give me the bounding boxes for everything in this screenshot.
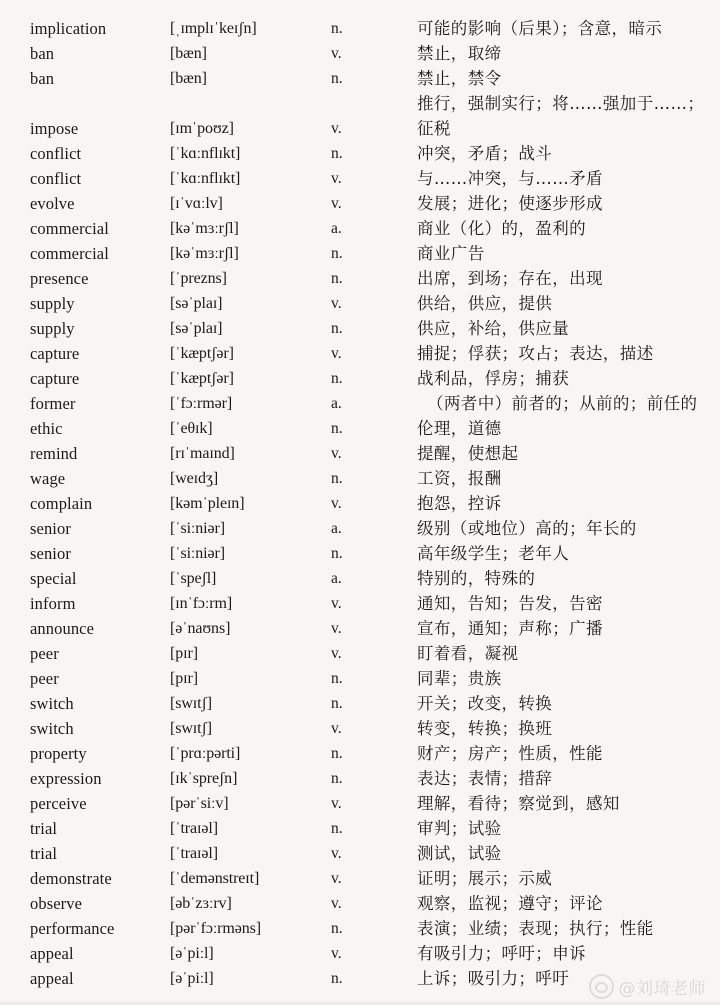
word-text: implication — [30, 19, 107, 38]
phonetic-text: [ɪmˈpoʊz] — [170, 120, 234, 137]
part-of-speech-text: v. — [331, 45, 342, 62]
definition-text: 通知，告知；告发，告密 — [417, 594, 603, 613]
part-of-speech-text: n. — [331, 420, 343, 437]
part-of-speech-text: n. — [331, 695, 343, 712]
word-text: remind — [30, 444, 78, 463]
phonetic-text: [kəmˈpleɪn] — [170, 495, 245, 512]
vocabulary-row — [0, 116, 720, 141]
word-text: commercial — [30, 244, 109, 263]
vocabulary-row — [0, 766, 720, 791]
vocabulary-row — [0, 41, 720, 66]
part-of-speech-text: v. — [331, 895, 342, 912]
vocabulary-rows — [0, 16, 720, 991]
part-of-speech-text: n. — [331, 370, 343, 387]
word-text: presence — [30, 269, 89, 288]
vocabulary-row — [0, 66, 720, 91]
phonetic-text: [əˈnaʊns] — [170, 620, 231, 637]
vocabulary-row — [0, 266, 720, 291]
part-of-speech-text: n. — [331, 470, 343, 487]
part-of-speech-text: v. — [331, 595, 342, 612]
definition-text: 开关；改变，转换 — [417, 694, 553, 713]
word-text: expression — [30, 769, 102, 788]
definition-text: 可能的影响（后果）；含意，暗示 — [417, 19, 663, 38]
phonetic-text: [pərˈsiːv] — [170, 795, 229, 812]
vocabulary-row — [0, 841, 720, 866]
part-of-speech-text: a. — [331, 220, 342, 237]
vocabulary-row — [0, 891, 720, 916]
part-of-speech-text: v. — [331, 645, 342, 662]
word-text: trial — [30, 844, 58, 863]
word-text: former — [30, 394, 76, 413]
phonetic-text: [ɪˈvɑːlv] — [170, 195, 223, 212]
part-of-speech-text: v. — [331, 345, 342, 362]
word-text: wage — [30, 469, 66, 488]
definition-text: 证明；展示；示威 — [417, 869, 553, 888]
part-of-speech-text: n. — [331, 145, 343, 162]
phonetic-text: [ˈkæptʃər] — [170, 345, 234, 362]
definition-text: （两者中）前者的；从前的；前任的 — [427, 394, 698, 413]
definition-text: 商业广告 — [417, 244, 485, 263]
definition-text: 出席，到场；存在，出现 — [417, 269, 603, 288]
part-of-speech-text: n. — [331, 320, 343, 337]
vocabulary-row — [0, 166, 720, 191]
vocabulary-row — [0, 616, 720, 641]
definition-text: 与……冲突，与……矛盾 — [417, 169, 603, 188]
phonetic-text: [ˌɪmplɪˈkeɪʃn] — [170, 20, 257, 37]
phonetic-text: [pɪr] — [170, 645, 198, 662]
definition-text: 提醒，使想起 — [417, 444, 519, 463]
vocabulary-row — [0, 91, 720, 116]
word-text: switch — [30, 719, 74, 738]
vocabulary-row — [0, 516, 720, 541]
phonetic-text: [ˈkæptʃər] — [170, 370, 234, 387]
definition-text: 推行，强制实行；将……强加于……； — [417, 94, 705, 113]
part-of-speech-text: v. — [331, 495, 342, 512]
word-text: announce — [30, 619, 95, 638]
vocabulary-row — [0, 241, 720, 266]
definition-text: 级别（或地位）高的；年长的 — [417, 519, 637, 538]
phonetic-text: [swɪtʃ] — [170, 720, 212, 737]
vocabulary-row — [0, 741, 720, 766]
definition-text: 商业（化）的，盈利的 — [417, 219, 586, 238]
definition-text: 盯着看，凝视 — [417, 644, 519, 663]
definition-text: 观察，监视；遵守；评论 — [417, 894, 603, 913]
definition-text: 冲突，矛盾；战斗 — [417, 144, 553, 163]
part-of-speech-text: v. — [331, 720, 342, 737]
part-of-speech-text: n. — [331, 745, 343, 762]
definition-text: 上诉；吸引力；呼吁 — [417, 969, 570, 988]
vocabulary-row — [0, 691, 720, 716]
part-of-speech-text: a. — [331, 520, 342, 537]
word-text: perceive — [30, 794, 87, 813]
phonetic-text: [ˈsiːniər] — [170, 545, 225, 562]
vocabulary-row — [0, 566, 720, 591]
part-of-speech-text: v. — [331, 120, 342, 137]
phonetic-text: [ˈfɔːrmər] — [170, 395, 233, 412]
phonetic-text: [kəˈmɜːrʃl] — [170, 245, 239, 262]
watermark-handle: @刘琦老师 — [618, 979, 706, 999]
vocabulary-row — [0, 866, 720, 891]
phonetic-text: [weɪdʒ] — [170, 470, 219, 487]
part-of-speech-text: v. — [331, 620, 342, 637]
word-text: ban — [30, 69, 55, 88]
vocabulary-row — [0, 191, 720, 216]
phonetic-text: [swɪtʃ] — [170, 695, 212, 712]
definition-text: 表达；表情；措辞 — [417, 769, 553, 788]
phonetic-text: [ɪnˈfɔːrm] — [170, 595, 233, 612]
part-of-speech-text: v. — [331, 170, 342, 187]
definition-text: 工资，报酬 — [417, 469, 502, 488]
definition-text: 测试，试验 — [417, 844, 502, 863]
part-of-speech-text: n. — [331, 820, 343, 837]
phonetic-text: [pərˈfɔːrməns] — [170, 920, 261, 937]
vocabulary-row — [0, 591, 720, 616]
definition-text: 抱怨，控诉 — [417, 494, 502, 513]
phonetic-text: [bæn] — [170, 45, 207, 62]
part-of-speech-text: v. — [331, 795, 342, 812]
definition-text: 战利品，俘房；捕获 — [417, 369, 570, 388]
part-of-speech-text: n. — [331, 970, 343, 987]
phonetic-text: [ˈtraɪəl] — [170, 845, 218, 862]
part-of-speech-text: n. — [331, 920, 343, 937]
word-text: senior — [30, 544, 71, 563]
vocabulary-row — [0, 216, 720, 241]
phonetic-text: [səˈplaɪ] — [170, 295, 223, 312]
word-text: switch — [30, 694, 74, 713]
vocabulary-row — [0, 341, 720, 366]
word-text: impose — [30, 119, 79, 138]
word-text: evolve — [30, 194, 75, 213]
phonetic-text: [ˈkɑːnflɪkt] — [170, 170, 241, 187]
definition-text: 财产；房产；性质，性能 — [417, 744, 603, 763]
word-text: demonstrate — [30, 869, 112, 888]
phonetic-text: [ˈdemənstreɪt] — [170, 870, 260, 887]
word-text: observe — [30, 894, 83, 913]
vocabulary-row — [0, 641, 720, 666]
phonetic-text: [ˈprezns] — [170, 270, 227, 287]
part-of-speech-text: v. — [331, 445, 342, 462]
definition-text: 发展；进化；使逐步形成 — [417, 194, 603, 213]
definition-text: 禁止，取缔 — [417, 44, 502, 63]
word-text: special — [30, 569, 77, 588]
vocabulary-row — [0, 491, 720, 516]
word-text: peer — [30, 644, 59, 663]
word-text: commercial — [30, 219, 109, 238]
word-text: trial — [30, 819, 58, 838]
word-text: property — [30, 744, 87, 763]
definition-text: 特别的，特殊的 — [417, 569, 536, 588]
definition-text: 表演；业绩；表现；执行；性能 — [417, 919, 654, 938]
phonetic-text: [ɪkˈspreʃn] — [170, 770, 238, 787]
part-of-speech-text: n. — [331, 770, 343, 787]
vocabulary-row — [0, 141, 720, 166]
part-of-speech-text: n. — [331, 670, 343, 687]
part-of-speech-text: a. — [331, 570, 342, 587]
word-text: supply — [30, 294, 75, 313]
phonetic-text: [əbˈzɜːrv] — [170, 895, 232, 912]
part-of-speech-text: n. — [331, 70, 343, 87]
vocabulary-row — [0, 16, 720, 41]
definition-text: 供给，供应，提供 — [417, 294, 553, 313]
word-text: ban — [30, 44, 55, 63]
part-of-speech-text: v. — [331, 845, 342, 862]
vocabulary-row — [0, 391, 720, 416]
part-of-speech-text: v. — [331, 195, 342, 212]
phonetic-text: [pɪr] — [170, 670, 198, 687]
weibo-logo-icon — [589, 974, 614, 999]
word-text: appeal — [30, 969, 74, 988]
phonetic-text: [ˈtraɪəl] — [170, 820, 218, 837]
word-text: supply — [30, 319, 75, 338]
word-text: ethic — [30, 419, 63, 438]
definition-text: 同辈；贵族 — [417, 669, 502, 688]
watermark — [589, 974, 707, 999]
vocabulary-row — [0, 791, 720, 816]
word-text: peer — [30, 669, 59, 688]
part-of-speech-text: n. — [331, 20, 343, 37]
vocabulary-row — [0, 366, 720, 391]
definition-text: 伦理，道德 — [417, 419, 502, 438]
word-text: complain — [30, 494, 93, 513]
vocabulary-row — [0, 416, 720, 441]
vocabulary-row — [0, 441, 720, 466]
phonetic-text: [ˈprɑːpərti] — [170, 745, 241, 762]
phonetic-text: [səˈplaɪ] — [170, 320, 223, 337]
definition-text: 理解，看待；察觉到，感知 — [417, 794, 620, 813]
word-text: capture — [30, 344, 80, 363]
phonetic-text: [kəˈmɜːrʃl] — [170, 220, 239, 237]
vocabulary-row — [0, 941, 720, 966]
phonetic-text: [əˈpiːl] — [170, 945, 214, 962]
definition-text: 捕捉；俘获；攻占；表达，描述 — [417, 344, 654, 363]
definition-text: 征税 — [417, 119, 451, 138]
phonetic-text: [ˈspeʃl] — [170, 570, 217, 587]
phonetic-text: [ˈeθɪk] — [170, 420, 213, 437]
part-of-speech-text: v. — [331, 870, 342, 887]
vocabulary-row — [0, 466, 720, 491]
vocabulary-row — [0, 716, 720, 741]
definition-text: 禁止，禁令 — [417, 69, 502, 88]
word-text: capture — [30, 369, 80, 388]
phonetic-text: [əˈpiːl] — [170, 970, 214, 987]
definition-text: 转变，转换；换班 — [417, 719, 553, 738]
word-text: conflict — [30, 169, 82, 188]
word-text: inform — [30, 594, 76, 613]
word-text: conflict — [30, 144, 82, 163]
phonetic-text: [ˈsiːniər] — [170, 520, 225, 537]
part-of-speech-text: a. — [331, 395, 342, 412]
part-of-speech-text: n. — [331, 270, 343, 287]
vocabulary-row — [0, 816, 720, 841]
vocabulary-row — [0, 316, 720, 341]
word-text: performance — [30, 919, 115, 938]
vocabulary-row — [0, 541, 720, 566]
phonetic-text: [rɪˈmaɪnd] — [170, 445, 235, 462]
phonetic-text: [bæn] — [170, 70, 207, 87]
definition-text: 宣布，通知；声称；广播 — [417, 619, 603, 638]
vocabulary-row — [0, 916, 720, 941]
definition-text: 供应，补给，供应量 — [417, 319, 570, 338]
word-text: senior — [30, 519, 71, 538]
word-text: appeal — [30, 944, 74, 963]
definition-text: 有吸引力；呼吁；申诉 — [417, 944, 586, 963]
definition-text: 审判；试验 — [417, 819, 502, 838]
part-of-speech-text: v. — [331, 945, 342, 962]
vocabulary-row — [0, 291, 720, 316]
phonetic-text: [ˈkɑːnflɪkt] — [170, 145, 241, 162]
part-of-speech-text: n. — [331, 245, 343, 262]
vocabulary-row — [0, 666, 720, 691]
part-of-speech-text: v. — [331, 295, 342, 312]
part-of-speech-text: n. — [331, 545, 343, 562]
definition-text: 高年级学生；老年人 — [417, 544, 570, 563]
